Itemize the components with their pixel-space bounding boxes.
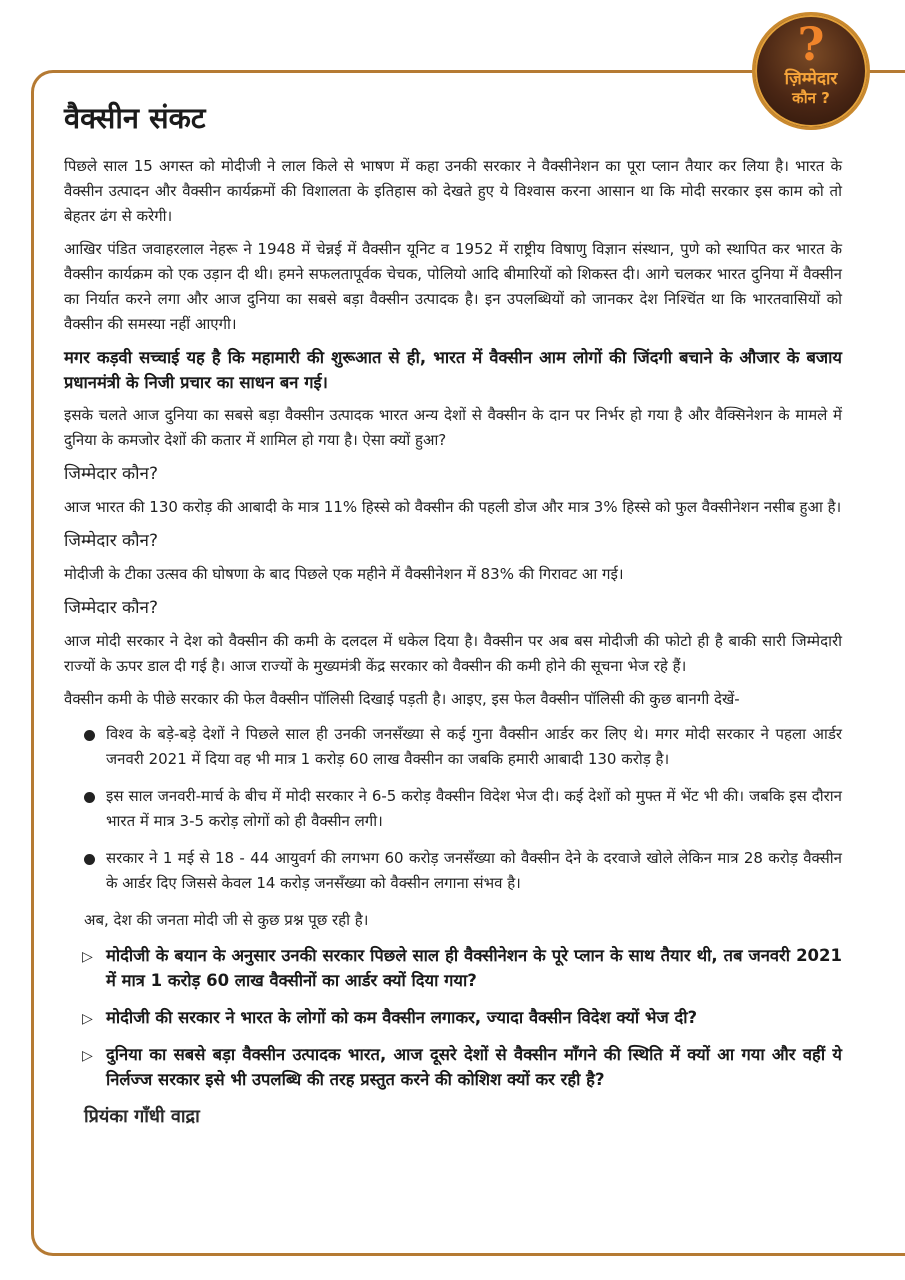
arrow-right-icon: ▷ <box>82 1011 93 1027</box>
bullet-text: इस साल जनवरी-मार्च के बीच में मोदी सरकार ने 6-5 करोड़ वैक्सीन विदेश भेज दी। कई देशों को मुफ्त में भेंट भी की। जबकि इस दौरान भारत में मात्र 3-5 करोड़ लोगों को ही वैक्सीन लगी। <box>106 787 842 830</box>
bullet-text: विश्व के बड़े-बड़े देशों ने पिछले साल ही उनकी जनसँख्या से कई गुना वैक्सीन आर्डर कर लिए थे। मगर मोदी सरकार ने पहला आर्डर जनवरी 2021 में दिया वह भी मात्र 1 करोड़ 60 लाख वैक्सीन का जबकि हमारी आबादी 130 करोड़ है। <box>106 725 842 768</box>
question-mark-icon: ? <box>797 17 825 71</box>
section-text: आज भारत की 130 करोड़ की आबादी के मात्र 11% हिस्से को वैक्सीन की पहली डोज और मात्र 3% हिस्से को फुल वैक्सीनेशन नसीब हुआ है। <box>64 498 842 516</box>
list-item <box>82 1005 842 1030</box>
questions-intro: अब, देश की जनता मोदी जी से कुछ प्रश्न पूछ रही है। <box>84 911 369 929</box>
highlight-statement: मगर कड़वी सच्चाई यह है कि महामारी की शुरूआत से ही, भारत में वैक्सीन आम लोगों की जिंदगी बचाने के औजार के बजाय प्रधानमंत्री के निजी प्रचार का साधन बन गई। <box>64 348 842 392</box>
paragraph-consequence: इसके चलते आज दुनिया का सबसे बड़ा वैक्सीन उत्पादक भारत अन्य देशों से वैक्सीन के दान पर निर्भर हो गया है और वैक्सिनेशन के मामले में दुनिया के कमजोर देशों की कतार में शामिल हो गया है। ऐसा क्यों हुआ? <box>64 406 842 449</box>
bullet-dot-icon <box>84 792 95 803</box>
section-text: आज मोदी सरकार ने देश को वैक्सीन की कमी के दलदल में धकेल दिया है। वैक्सीन पर अब बस मोदीजी की फोटो ही है बाकी सारी जिम्मेदारी राज्यों के ऊपर डाल दी गई है। आज राज्यों के मुख्यमंत्री केंद्र सरकार को वैक्सीन की कमी होने की सूचना भेज रहे हैं। <box>64 632 842 675</box>
section-heading: जिम्मेदार कौन? <box>64 598 158 618</box>
questions-list <box>64 943 842 1092</box>
arrow-right-icon: ▷ <box>82 949 93 965</box>
logo-text-line1: ज़िम्मेदार <box>784 69 838 89</box>
paragraph-history: आखिर पंडित जवाहरलाल नेहरू ने 1948 में चेन्नई में वैक्सीन यूनिट व 1952 में राष्ट्रीय विषाणु विज्ञान संस्थान, पुणे को स्थापित कर भारत के वैक्सीन कार्यक्रम को एक उड़ान दी थी। हमने सफलतापूर्वक चेचक, पोलियो आदि बीमारियों को शिकस्त दी। आगे चलकर भारत दुनिया में वैक्सीन का निर्यात करने लगा और आज दुनिया का सबसे बड़ा वैक्सीन उत्पादक है। इन उपलब्धियों को जानकर देश निश्चिंत था कि भारतवासियों को वैक्सीन की समस्या नहीं आएगी। <box>64 240 842 333</box>
list-item <box>84 846 842 896</box>
paragraph-intro: पिछले साल 15 अगस्त को मोदीजी ने लाल किले से भाषण में कहा उनकी सरकार ने वैक्सीनेशन का पूरा प्लान तैयार कर लिया है। भारत के वैक्सीन उत्पादन और वैक्सीन कार्यक्रमों की विशालता के इतिहास को देखते हुए ये विश्वास करना आसान था कि मोदी सरकार इस काम को तो बेहतर ढंग से करेगी। <box>64 157 842 225</box>
bullet-dot-icon <box>84 854 95 865</box>
question-text: दुनिया का सबसे बड़ा वैक्सीन उत्पादक भारत, आज दूसरे देशों से वैक्सीन माँगने की स्थिति में क्यों आ गया और वहीं ये निर्लज्ज सरकार इसे भी उपलब्धि की तरह प्रस्तुत करने की कोशिश क्यों कर रही है? <box>106 1045 842 1089</box>
section-heading: जिम्मेदार कौन? <box>64 464 158 484</box>
list-item <box>82 1042 842 1092</box>
bullet-text: सरकार ने 1 मई से 18 - 44 आयुवर्ग की लगभग 60 करोड़ जनसँख्या को वैक्सीन देने के दरवाजे खोले लेकिन मात्र 28 करोड़ वैक्सीन के आर्डर दिए जिससे केवल 14 करोड़ जनसँख्या को वैक्सीन लगाना संभव है। <box>106 849 842 892</box>
policy-intro: वैक्सीन कमी के पीछे सरकार की फेल वैक्सीन पॉलिसी दिखाई पड़ती है। आइए, इस फेल वैक्सीन पॉलिसी की कुछ बानगी देखें- <box>64 690 740 708</box>
list-item <box>84 722 842 772</box>
article-body <box>64 98 842 1128</box>
arrow-right-icon: ▷ <box>82 1048 93 1064</box>
question-text: मोदीजी की सरकार ने भारत के लोगों को कम वैक्सीन लगाकर, ज्यादा वैक्सीन विदेश क्यों भेज दी? <box>106 1008 698 1027</box>
list-item <box>84 784 842 834</box>
bullet-dot-icon <box>84 730 95 741</box>
logo-text-line2: कौन ? <box>792 89 830 107</box>
list-item <box>82 943 842 993</box>
section-text: मोदीजी के टीका उत्सव की घोषणा के बाद पिछले एक महीने में वैक्सीनेशन में 83% की गिरावट आ गई। <box>64 565 624 583</box>
policy-bullet-list <box>64 722 842 896</box>
page-title: वैक्सीन संकट <box>64 101 206 135</box>
section-heading: जिम्मेदार कौन? <box>64 531 158 551</box>
question-text: मोदीजी के बयान के अनुसार उनकी सरकार पिछले साल ही वैक्सीनेशन के पूरे प्लान के साथ तैयार थी, तब जनवरी 2021 में मात्र 1 करोड़ 60 लाख वैक्सीनों का आर्डर क्यों दिया गया? <box>106 946 842 990</box>
author-signature: प्रियंका गाँधी वाद्रा <box>84 1106 200 1127</box>
